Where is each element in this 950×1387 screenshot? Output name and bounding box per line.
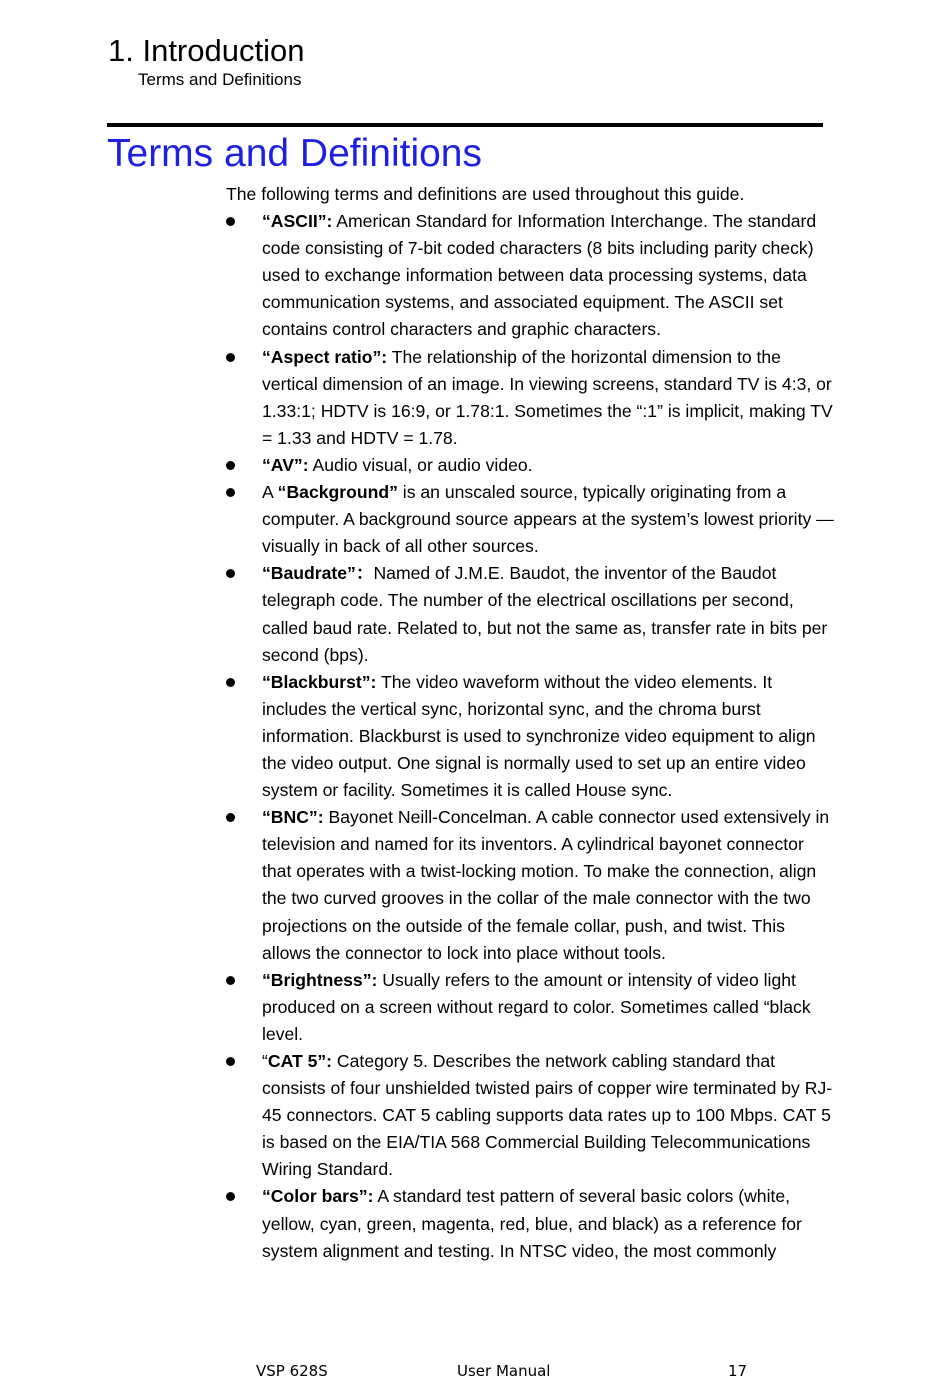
bullet-icon	[226, 678, 235, 687]
footer-product: VSP 628S	[256, 1362, 328, 1380]
bullet-icon	[226, 217, 235, 226]
term-name: “AV”:	[262, 454, 309, 475]
term-definition: Audio visual, or audio video.	[308, 454, 533, 475]
term-definition: Named of J.M.E. Baudot, the inventor of the Baudot telegraph code. The number of the electrical oscillations per second, called baud rate. Related to, but not the same as, transfer rate in bits per second (bps).	[262, 563, 828, 665]
intro-paragraph: The following terms and definitions are used throughout this guide.	[226, 184, 745, 204]
heading-divider	[107, 123, 823, 127]
term-item	[226, 560, 838, 668]
footer-manual: User Manual	[457, 1362, 551, 1380]
page-title: Terms and Definitions	[107, 132, 482, 175]
bullet-icon	[226, 488, 235, 497]
definitions-body	[226, 181, 838, 1265]
term-name: “Background”	[277, 482, 398, 503]
term-item	[226, 452, 838, 479]
term-item	[226, 967, 838, 1048]
bullet-icon	[226, 1192, 235, 1201]
term-definition: The video waveform without the video elements. It includes the vertical sync, horizontal sync, and the chroma burst information. Blackburst is used to synchronize video equipment to align the video output. One signal is normally used to set up an entire video system or facility. Sometimes it is called House sync.	[262, 671, 816, 801]
term-name: “Aspect ratio”:	[262, 346, 388, 367]
term-item	[226, 1183, 838, 1264]
term-lead: A	[262, 482, 278, 503]
term-item	[226, 669, 838, 804]
term-item	[226, 344, 838, 452]
bullet-icon	[226, 569, 235, 578]
term-name: “Color bars”:	[262, 1186, 374, 1207]
term-definition: The relationship of the horizontal dimension to the vertical dimension of an image. In viewing screens, standard TV is 4:3, or 1.33:1; HDTV is 16:9, or 1.78:1. Sometimes the “:1” is implicit, making TV = 1.33 and HDTV = 1.78.	[262, 346, 833, 448]
bullet-icon	[226, 353, 235, 362]
term-item	[226, 479, 838, 560]
page-number: 17	[728, 1362, 748, 1380]
term-definition: Usually refers to the amount or intensity of video light produced on a screen without regard to color. Sometimes called “black level.	[262, 969, 811, 1044]
bullet-icon	[226, 976, 235, 985]
term-item	[226, 1048, 838, 1183]
bullet-icon	[226, 1057, 235, 1066]
bullet-icon	[226, 461, 235, 470]
term-definition: Bayonet Neill-Concelman. A cable connector used extensively in television and named for its inventors. A cylindrical bayonet connector that operates with a twist-locking motion. To make the connection, align the two curved grooves in the collar of the male connector with the two projections on the outside of the female collar, push, and twist. This allows the connector to lock into place without tools.	[262, 807, 830, 963]
term-item	[226, 804, 838, 967]
chapter-heading: 1. Introduction	[108, 33, 305, 68]
term-lead: “	[262, 1051, 268, 1071]
terms-list	[226, 208, 838, 1265]
term-name: “Brightness”:	[262, 969, 378, 990]
section-subheading: Terms and Definitions	[138, 70, 302, 89]
term-definition: American Standard for Information Interchange. The standard code consisting of 7-bit coded characters (8 bits including parity check) used to exchange information between data processing systems, data communication systems, and associated equipment. The ASCII set contains control characters and graphic characters.	[262, 211, 817, 340]
term-name: CAT 5”:	[267, 1051, 333, 1071]
term-name: “Baudrate”：	[262, 563, 374, 584]
term-name: “BNC”:	[262, 807, 324, 828]
term-name: “Blackburst”:	[262, 671, 377, 692]
term-item	[226, 208, 838, 343]
term-definition: is an unscaled source, typically originating from a computer. A background source appears at the system’s lowest priority — visually in back of all other sources.	[262, 482, 834, 557]
term-definition: A standard test pattern of several basic colors (white, yellow, cyan, green, magenta, red, blue, and black) as a reference for system alignment and testing. In NTSC video, the most commonly	[262, 1186, 802, 1261]
term-name: “ASCII”:	[262, 211, 333, 232]
term-definition: Category 5. Describes the network cabling standard that consists of four unshielded twisted pairs of copper wire terminated by RJ-45 connectors. CAT 5 cabling supports data rates up to 100 Mbps. CAT 5 is based on the EIA/TIA 568 Commercial Building Telecommunications Wiring Standard.	[262, 1051, 833, 1180]
bullet-icon	[226, 813, 235, 822]
